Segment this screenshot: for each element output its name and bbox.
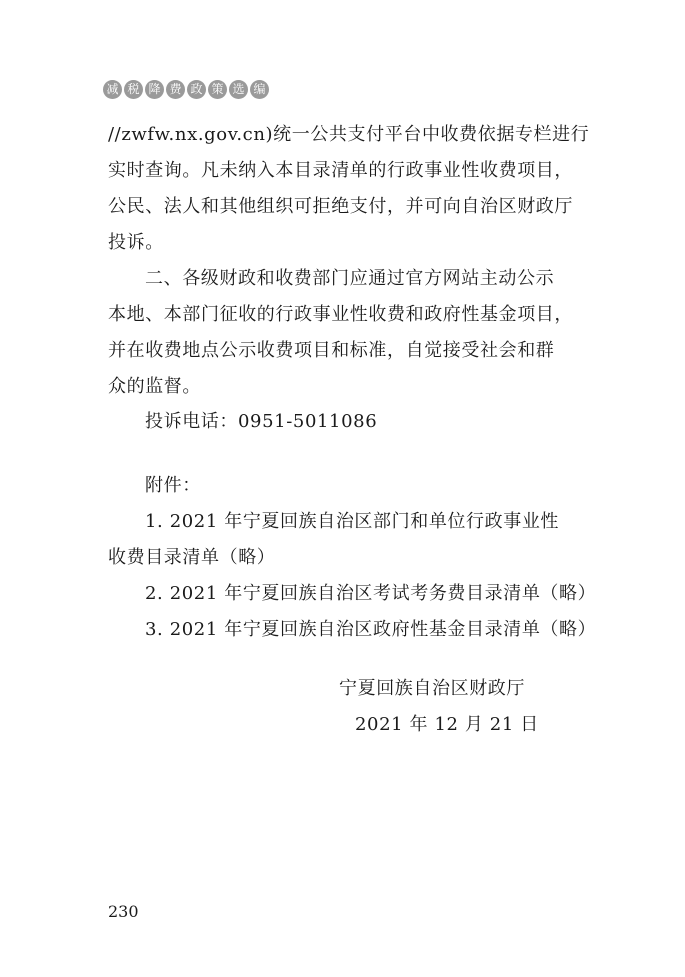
text-line: 本地、本部门征收的行政事业性收费和政府性基金项目，: [108, 304, 573, 325]
text-line: 二、各级财政和收费部门应通过官方网站主动公示: [145, 268, 555, 289]
text-line: 众的监督。: [108, 376, 201, 397]
text-line: 公民、法人和其他组织可拒绝支付，并可向自治区财政厅: [108, 196, 573, 217]
page-number: 230: [108, 902, 139, 921]
attachment-item-cont: 收费目录清单（略）: [108, 547, 276, 568]
issuer: 宁夏回族自治区财政厅: [339, 678, 525, 699]
series-char: 减: [103, 80, 122, 99]
series-char: 策: [208, 80, 227, 99]
series-char: 费: [166, 80, 185, 99]
series-char: 降: [145, 80, 164, 99]
text-line: //zwfw.nx.gov.cn)统一公共支付平台中收费依据专栏进行: [108, 124, 590, 145]
attachments-heading: 附件：: [145, 475, 201, 496]
attachment-item: 2. 2021 年宁夏回族自治区考试考务费目录清单（略）: [145, 583, 597, 604]
series-header: [103, 80, 269, 99]
issue-date: 2021 年 12 月 21 日: [355, 714, 539, 735]
series-char: 编: [250, 80, 269, 99]
text-line: 实时查询。凡未纳入本目录清单的行政事业性收费项目，: [108, 160, 573, 181]
series-char: 政: [187, 80, 206, 99]
series-char: 税: [124, 80, 143, 99]
text-line: 投诉。: [108, 232, 164, 253]
attachment-item: 1. 2021 年宁夏回族自治区部门和单位行政事业性: [145, 511, 560, 532]
complaint-phone: 投诉电话：0951-5011086: [145, 411, 378, 432]
attachment-item: 3. 2021 年宁夏回族自治区政府性基金目录清单（略）: [145, 619, 597, 640]
text-line: 并在收费地点公示收费项目和标准，自觉接受社会和群: [108, 340, 555, 361]
series-char: 选: [229, 80, 248, 99]
